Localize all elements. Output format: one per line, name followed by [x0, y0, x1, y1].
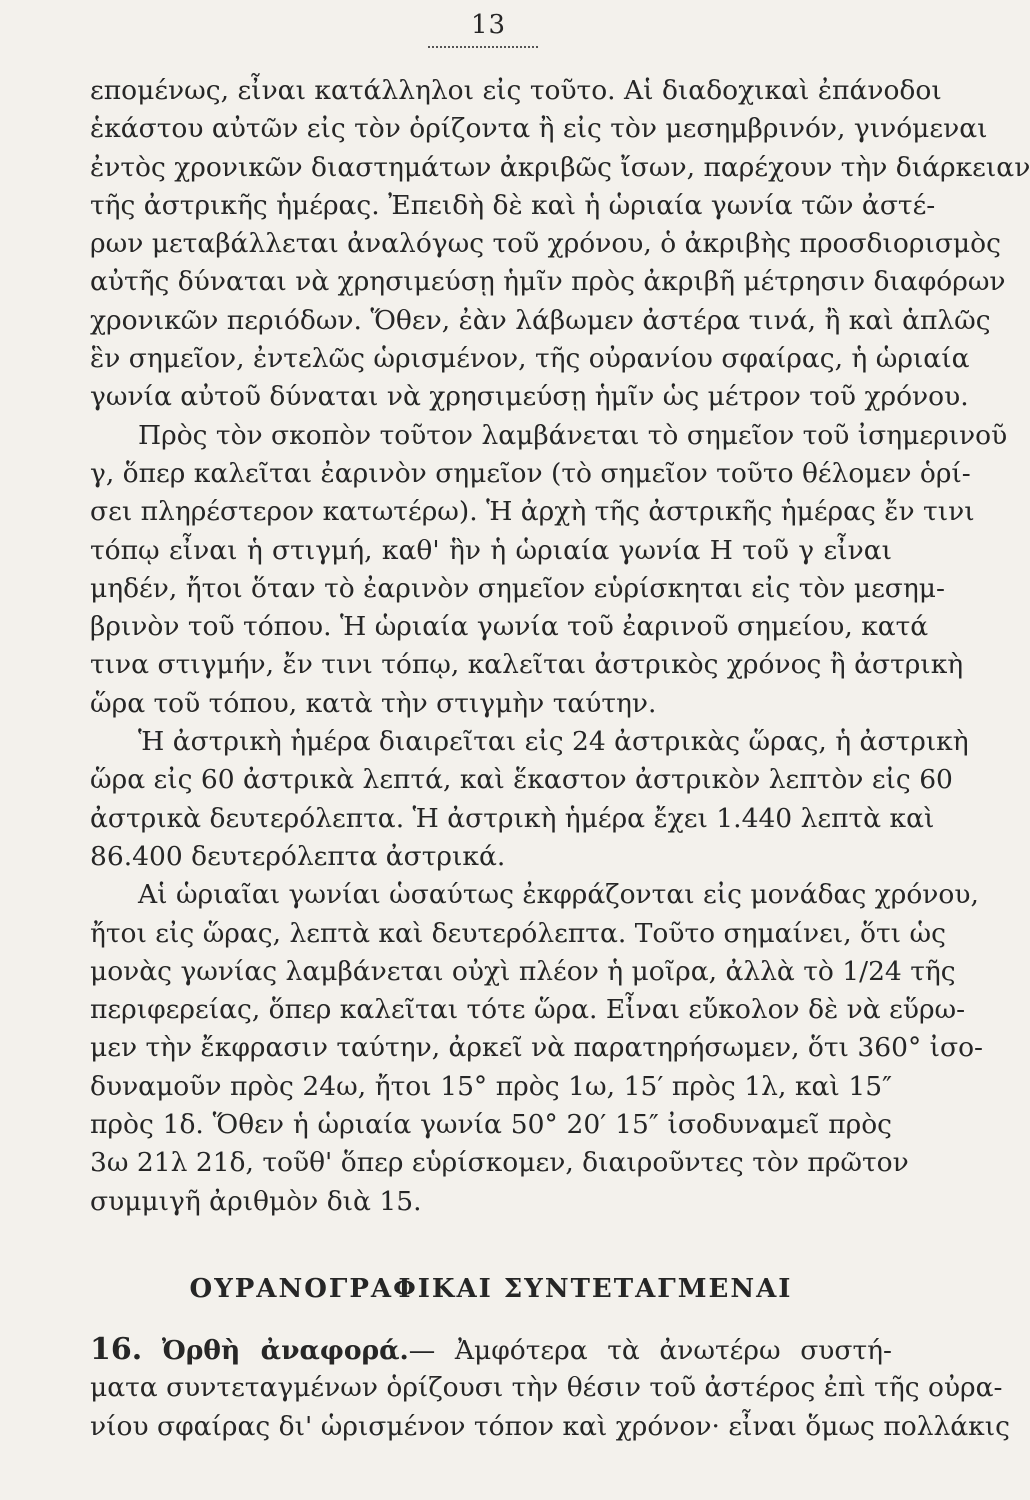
text-line: ὥρα εἰς 60 ἀστρικὰ λεπτά, καὶ ἕκαστον ἀστρικὸν λεπτὸν εἰς 60	[90, 764, 953, 796]
text-line: 86.400 δευτερόλεπτα ἀστρικά.	[90, 840, 506, 872]
section-number: 16.	[90, 1331, 143, 1367]
text-line: τῆς ἀστρικῆς ἡμέρας. Ἐπειδὴ δὲ καὶ ἡ ὡριαία γωνία τῶν ἀστέ-	[90, 189, 936, 221]
text-line: τινα στιγμήν, ἔν τινι τόπῳ, καλεῖται ἀστρικὸς χρόνος ἢ ἀστρικὴ	[90, 649, 964, 681]
text-line: περιφερείας, ὅπερ καλεῖται τότε ὥρα. Εἶναι εὔκολον δὲ νὰ εὕρω-	[90, 994, 966, 1026]
text-line: ἀστρικὰ δευτερόλεπτα. Ἡ ἀστρικὴ ἡμέρα ἔχει 1.440 λεπτὰ καὶ	[90, 802, 935, 834]
text-line: ἐντὸς χρονικῶν διαστημάτων ἀκριβῶς ἴσων, παρέχουν τὴν διάρκειαν	[90, 151, 1030, 183]
text-line: νίου σφαίρας δι' ὡρισμένον τόπον καὶ χρόνον· εἶναι ὅμως πολλάκις	[90, 1410, 1010, 1442]
text-line: ἤτοι εἰς ὥρας, λεπτὰ καὶ δευτερόλεπτα. Τοῦτο σημαίνει, ὅτι ὡς	[90, 917, 946, 949]
text-line: σει πληρέστερον κατωτέρω). Ἡ ἀρχὴ τῆς ἀστρικῆς ἡμέρας ἔν τινι	[90, 496, 975, 528]
text-line: ματα συντεταγμένων ὁρίζουσι τὴν θέσιν τοῦ ἀστέρος ἐπὶ τῆς οὐρα-	[90, 1372, 1003, 1404]
section-first-line	[90, 1331, 892, 1369]
page-body	[90, 72, 1030, 1446]
text-line: δυναμοῦν πρὸς 24ω, ἤτοι 15° πρὸς 1ω, 15′ πρὸς 1λ, καὶ 15″	[90, 1070, 892, 1102]
text-line: γωνία αὐτοῦ δύναται νὰ χρησιμεύσῃ ἡμῖν ὡς μέτρον τοῦ χρόνου.	[90, 381, 969, 413]
text-line: ρων μεταβάλλεται ἀναλόγως τοῦ χρόνου, ὁ ἀκριβὴς προσδιορισμὸς	[90, 228, 1001, 260]
section-first-line-text: — Ἀμφότερα τὰ ἀνωτέρω συστή-	[408, 1334, 892, 1366]
text-line: μεν τὴν ἔκφρασιν ταύτην, ἀρκεῖ νὰ παρατηρήσωμεν, ὅτι 360° ἰσο-	[90, 1032, 984, 1064]
text-line: συμμιγῆ ἀριθμὸν διὰ 15.	[90, 1185, 422, 1217]
text-line: ἓν σημεῖον, ἐντελῶς ὡρισμένον, τῆς οὐρανίου σφαίρας, ἡ ὡριαία	[90, 343, 970, 375]
text-line: χρονικῶν περιόδων. Ὅθεν, ἐὰν λάβωμεν ἀστέρα τινά, ἢ καὶ ἁπλῶς	[90, 304, 991, 336]
section-heading: ΟΥΡΑΝΟΓΡΑΦΙΚΑΙ ΣΥΝΤΕΤΑΓΜΕΝΑΙ	[189, 1273, 793, 1304]
text-line: γ, ὅπερ καλεῖται ἐαρινὸν σημεῖον (τὸ σημεῖον τοῦτο θέλομεν ὁρί-	[90, 457, 971, 489]
text-line: επομένως, εἶναι κατάλληλοι εἰς τοῦτο. Αἱ διαδοχικαὶ ἐπάνοδοι	[90, 75, 942, 106]
text-line: 3ω 21λ 21δ, τοῦθ' ὅπερ εὑρίσκομεν, διαιροῦντες τὸν πρῶτον	[90, 1147, 909, 1179]
paragraph-start-line: Ἡ ἀστρικὴ ἡμέρα διαιρεῖται εἰς 24 ἀστρικὰς ὥρας, ἡ ἀστρικὴ	[138, 726, 969, 758]
paragraph-start-line: Πρὸς τὸν σκοπὸν τοῦτον λαμβάνεται τὸ σημεῖον τοῦ ἰσημερινοῦ	[138, 419, 1008, 451]
text-line: μονὰς γωνίας λαμβάνεται οὐχὶ πλέον ἡ μοῖρα, ἀλλὰ τὸ 1/24 τῆς	[90, 955, 956, 987]
text-line: βρινὸν τοῦ τόπου. Ἡ ὡριαία γωνία τοῦ ἐαρινοῦ σημείου, κατά	[90, 611, 929, 643]
paragraph-start-line: Αἱ ὡριαῖαι γωνίαι ὡσαύτως ἐκφράζονται εἰς μονάδας χρόνου,	[138, 879, 979, 911]
text-line: τόπῳ εἶναι ἡ στιγμή, καθ' ἣν ἡ ὡριαία γωνία Η τοῦ γ εἶναι	[90, 534, 892, 566]
text-line: μηδέν, ἤτοι ὅταν τὸ ἐαρινὸν σημεῖον εὑρίσκηται εἰς τὸν μεσημ-	[90, 572, 945, 604]
text-line: ἑκάστου αὐτῶν εἰς τὸν ὁρίζοντα ἢ εἰς τὸν μεσημβρινόν, γινόμεναι	[90, 113, 988, 145]
text-line: ὥρα τοῦ τόπου, κατὰ τὴν στιγμὴν ταύτην.	[90, 687, 657, 719]
header-rule	[428, 46, 538, 48]
text-line: πρὸς 1δ. Ὅθεν ἡ ὡριαία γωνία 50° 20′ 15″ ἰσοδυναμεῖ πρὸς	[90, 1109, 892, 1141]
page-number: 13	[470, 10, 507, 40]
text-line: αὐτῆς δύναται νὰ χρησιμεύσῃ ἡμῖν πρὸς ἀκριβῆ μέτρησιν διαφόρων	[90, 266, 1006, 298]
section-title: Ὀρθὴ ἀναφορά.	[161, 1334, 409, 1366]
